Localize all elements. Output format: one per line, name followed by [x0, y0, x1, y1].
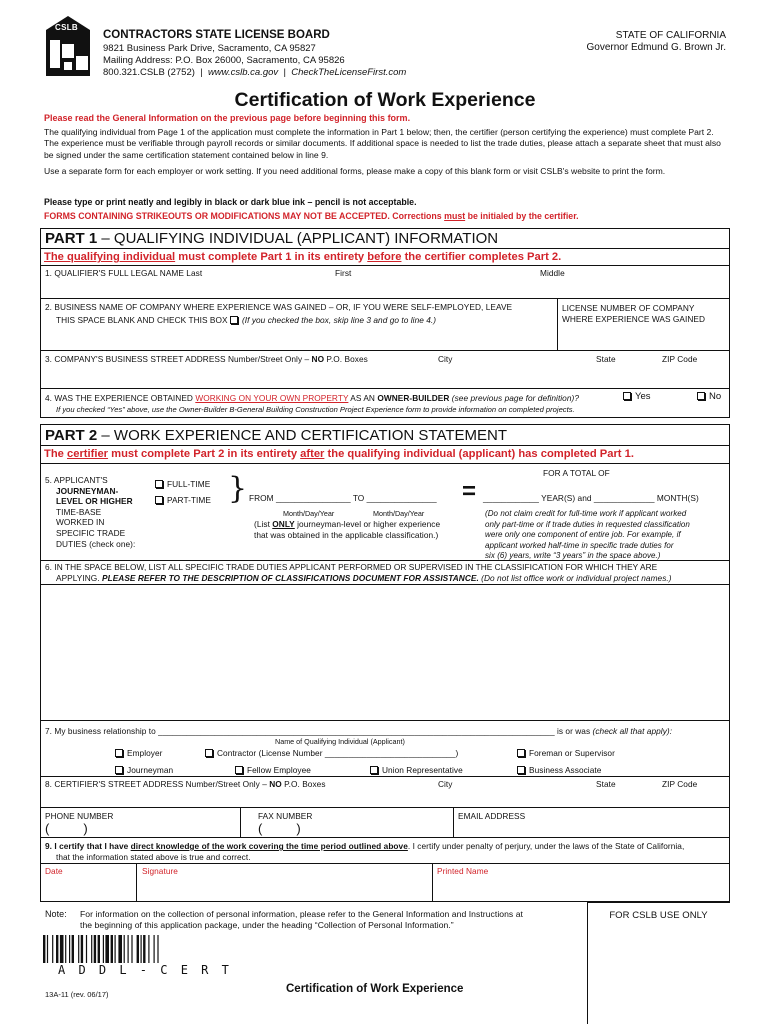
first-name-label: First [335, 268, 352, 278]
union-checkbox[interactable] [370, 766, 378, 774]
middle-name-label: Middle [540, 268, 565, 278]
list-note-only: ONLY [272, 519, 295, 529]
certifier-address-text: 8. CERTIFIER'S STREET ADDRESS Number/Street Only – [45, 779, 270, 789]
no-label: No [709, 391, 722, 402]
agency-name: CONTRACTORS STATE LICENSE BOARD [103, 29, 330, 41]
no-option[interactable] [697, 391, 721, 402]
barcode [43, 935, 223, 963]
area-code-open: ( [45, 821, 50, 836]
q5-line: DUTIES (check one): [56, 538, 136, 549]
claim-note-line: (Do not claim credit for full-time work if applicant worked [485, 509, 687, 518]
separator: | [200, 67, 203, 78]
intro-paragraph-1: The qualifying individual from Page 1 of the application must complete the information in Part 1 below; then, the certifier (person certifying the experience) must complete Part 2. The experience must be verifiable through payroll records or similar documents. If additional space is needed to list the trade duties, please attach a separate sheet that must also be signed under the same certification statement contained below in line 9. [44, 127, 721, 160]
yes-option[interactable] [623, 391, 651, 402]
part2-instr-a: The [44, 448, 67, 460]
curly-brace: } [228, 471, 248, 506]
signature-label: Signature [142, 866, 178, 876]
phone-label: PHONE NUMBER [45, 811, 114, 821]
business-associate-label: Business Associate [529, 765, 602, 775]
claim-note-line: only part-time or if trade duties in requested classification [485, 519, 690, 529]
part1-label: PART 1 [45, 230, 98, 247]
part1-instr-d: the certifier completes Part 2. [401, 251, 562, 263]
for-total-label: FOR A TOTAL OF [543, 468, 610, 478]
intro-notice: Please read the General Information on the previous page before beginning this form. [44, 113, 411, 123]
license-number-label: LICENSE NUMBER OF COMPANY [562, 303, 695, 313]
part2-label: PART 2 [45, 427, 98, 444]
area-code-close: ) [83, 821, 88, 836]
list-only-note-2: that was obtained in the applicable classification.) [254, 530, 439, 540]
trade-duties-label-2 [56, 573, 672, 583]
warning-must: must [444, 211, 466, 221]
q5-line: LEVEL OR HIGHER [56, 496, 133, 507]
intro-paragraph-2: Use a separate form for each employer or work setting. If you need additional forms, please make a copy of this blank form or visit CSLB's website to print the form. [44, 166, 666, 176]
area-code-close: ) [296, 821, 301, 836]
company-address-label [45, 354, 368, 364]
part2-instr-after: after [300, 448, 325, 460]
claim-note-line: six (6) years, write “3 years” in the space above.) [485, 551, 661, 560]
company-address-field[interactable] [41, 365, 729, 385]
part1-instr-a: The qualifying individual [44, 251, 176, 263]
relationship-text[interactable]: 7. My business relationship to _____________________________________________________________________________________ is or was [45, 726, 593, 736]
page-title: Certification of Work Experience [234, 89, 536, 111]
company-address-no: NO [311, 354, 325, 364]
claim-note [485, 509, 690, 562]
union-label: Union Representative [382, 765, 463, 775]
foreman-label: Foreman or Supervisor [529, 748, 615, 758]
fax-field[interactable] [258, 821, 448, 836]
yes-checkbox[interactable] [623, 392, 631, 400]
note-label: Note: [45, 909, 67, 919]
contact-line [103, 67, 406, 78]
trade-duties-applying: APPLYING. [56, 573, 102, 583]
certifier-city-label: City [438, 779, 453, 789]
parttime-option[interactable] [155, 495, 211, 505]
qualifying-name-hint: Name of Qualifying Individual (Applicant) [275, 737, 405, 746]
list-note-b: journeyman-level or higher experience [294, 519, 441, 529]
note-text: For information on the collection of personal information, please refer to the General Information and Instructions at [80, 909, 523, 919]
company-address-text: 3. COMPANY'S BUSINESS STREET ADDRESS Number/Street Only – [45, 354, 312, 364]
printed-name-field[interactable] [433, 876, 729, 900]
business-name-field[interactable] [41, 327, 556, 349]
owner-builder-bold: OWNER-BUILDER [377, 393, 450, 403]
warning-text: FORMS CONTAINING STRIKEOUTS OR MODIFICATIONS MAY NOT BE ACCEPTED. Corrections [44, 211, 445, 221]
part2-instr-c: must complete Part 2 in its entirety [108, 448, 301, 460]
yes-label: Yes [635, 391, 651, 402]
owner-builder-text: 4. WAS THE EXPERIENCE OBTAINED [45, 393, 196, 403]
license-number-field[interactable] [558, 327, 729, 349]
area-code-open: ( [258, 821, 263, 836]
email-label: EMAIL ADDRESS [458, 811, 526, 821]
agency-address: 9821 Business Park Drive, Sacramento, CA 95827 [103, 43, 316, 54]
certifier-address-field[interactable] [41, 790, 729, 806]
fax-label: FAX NUMBER [258, 811, 313, 821]
fellow-employee-label: Fellow Employee [247, 765, 311, 775]
own-property-text: WORKING ON YOUR OWN PROPERTY [195, 393, 349, 403]
q5-line: 5. APPLICANT'S [45, 475, 108, 485]
owner-builder-definition: (see previous page for definition)? [449, 393, 579, 403]
part2-instr-e: the qualifying individual (applicant) has completed Part 1. [324, 448, 634, 460]
q5-line: SPECIFIC TRADE [56, 527, 126, 538]
phone-field[interactable] [45, 821, 235, 836]
note-text-2: the beginning of this application package, under the heading “Collection of Personal Information.” [80, 920, 454, 930]
date-label: Date [45, 866, 63, 876]
trade-duties-label: 6. IN THE SPACE BELOW, LIST ALL SPECIFIC TRADE DUTIES APPLICANT PERFORMED OR SUPERVISED IN THE CLASSIFICATION FOR WHICH THEY ARE [45, 562, 658, 572]
business-name-label: 2. BUSINESS NAME OF COMPANY WHERE EXPERIENCE WAS GAINED – OR, IF YOU WERE SELF-EMPLOYED, LEAVE [45, 302, 513, 312]
trade-duties-refer: PLEASE REFER TO THE DESCRIPTION OF CLASSIFICATIONS DOCUMENT FOR ASSISTANCE. [102, 573, 479, 583]
certification-statement [45, 841, 684, 851]
certifier-address-no: NO [269, 779, 282, 789]
logo-text: CSLB [55, 23, 78, 32]
cslb-logo [40, 14, 96, 78]
q5-label [45, 475, 135, 549]
certifier-zip-label: ZIP Code [662, 779, 698, 789]
cslb-use-label: FOR CSLB USE ONLY [609, 910, 708, 921]
part1-header [45, 230, 498, 247]
certifier-address-label [45, 779, 326, 789]
foreman-option[interactable] [517, 748, 615, 758]
date-field[interactable] [41, 876, 135, 900]
from-date-hint: Month/Day/Year [283, 509, 335, 518]
certifier-state-label: State [596, 779, 616, 789]
q5-line: JOURNEYMAN- [56, 485, 119, 496]
website-link[interactable]: www.cslb.ca.gov [207, 67, 279, 78]
company-state-label: State [596, 354, 616, 364]
strikeout-warning [44, 211, 579, 221]
employer-checkbox[interactable] [115, 749, 123, 757]
q5-line: TIME-BASE [56, 506, 102, 517]
parttime-checkbox[interactable] [155, 496, 163, 504]
phone-number: 800.321.CSLB (2752) [103, 67, 195, 78]
total-years-months-field[interactable]: ____________ YEAR(S) and _____________ MONTH(S) [483, 493, 699, 503]
relationship-check-all: (check all that apply): [592, 726, 673, 736]
certify-text: 9. I certify that I have [45, 841, 131, 851]
self-employed-text: THIS SPACE BLANK AND CHECK THIS BOX [56, 315, 228, 325]
warning-text-end: be initialed by the certifier. [465, 211, 579, 221]
certification-statement-2: that the information stated above is true and correct. [56, 852, 251, 862]
qualifier-name-label: 1. QUALIFIER'S FULL LEGAL NAME Last [45, 268, 203, 278]
barcode-text: A D D L - C E R T [58, 963, 232, 977]
company-zip-label: ZIP Code [662, 354, 698, 364]
employer-option[interactable] [115, 748, 162, 758]
contractor-label: Contractor (License Number ____________________________) [217, 748, 459, 758]
fulltime-label: FULL-TIME [167, 479, 211, 489]
footer-title: Certification of Work Experience [286, 983, 464, 995]
trade-duties-textarea[interactable] [41, 585, 729, 719]
journeyman-option[interactable] [115, 765, 173, 775]
signature-field[interactable] [137, 876, 431, 900]
list-note-a: (List [254, 519, 273, 529]
self-employed-label [56, 315, 436, 325]
no-checkbox[interactable] [697, 392, 705, 400]
journeyman-checkbox[interactable] [115, 766, 123, 774]
fellow-employee-checkbox[interactable] [235, 766, 243, 774]
qualifier-name-field[interactable] [41, 278, 729, 298]
company-city-label: City [438, 354, 453, 364]
to-date-hint: Month/Day/Year [373, 509, 425, 518]
part2-instructions [44, 448, 634, 460]
list-only-note [254, 519, 440, 529]
claim-note-line: were only one component of entire job. For example, if [485, 530, 681, 539]
self-employed-checkbox[interactable] [230, 316, 238, 324]
form-number: 13A-11 (rev. 06/17) [45, 990, 109, 999]
business-relationship-label [45, 726, 672, 736]
q5-line: WORKED IN [56, 517, 105, 528]
owner-builder-note: If you checked “Yes” above, use the Owner-Builder B-General Building Construction Project Experience form to provide information on completed projects. [56, 405, 575, 414]
fulltime-option[interactable] [155, 479, 210, 489]
contractor-option[interactable] [205, 748, 458, 758]
email-field[interactable] [455, 821, 728, 836]
business-associate-checkbox[interactable] [517, 766, 525, 774]
company-address-text-end: P.O. Boxes [324, 354, 368, 364]
contractor-checkbox[interactable] [205, 749, 213, 757]
ink-instructions: Please type or print neatly and legibly in black or dark blue ink – pencil is not acceptable. [44, 197, 417, 207]
part2-instr-certifier: certifier [67, 448, 109, 460]
claim-note-line: applicant worked half-time in specific trade duties for [485, 540, 674, 550]
mailing-address: Mailing Address: P.O. Box 26000, Sacramento, CA 95826 [103, 55, 345, 66]
employer-label: Employer [127, 748, 163, 758]
business-associate-option[interactable] [517, 765, 601, 775]
governor-name: Governor Edmund G. Brown Jr. [586, 42, 726, 53]
date-range-field[interactable]: FROM ________________ TO _______________ [249, 493, 437, 503]
part2-title: – WORK EXPERIENCE AND CERTIFICATION STATEMENT [97, 427, 508, 444]
part1-instructions [44, 251, 561, 263]
printed-name-label: Printed Name [437, 866, 489, 876]
certifier-address-text-end: P.O. Boxes [281, 779, 326, 789]
website-link-2[interactable]: CheckTheLicenseFirst.com [291, 67, 407, 78]
part1-instr-b: must complete Part 1 in its entirety [175, 251, 368, 263]
union-option[interactable] [370, 765, 463, 775]
owner-builder-question [45, 393, 579, 403]
state-name: STATE OF CALIFORNIA [615, 30, 726, 41]
part2-header [45, 427, 507, 444]
parttime-label: PART-TIME [167, 495, 211, 505]
part1-title: – QUALIFYING INDIVIDUAL (APPLICANT) INFORMATION [97, 230, 499, 247]
owner-builder-text-2: AS AN [348, 393, 378, 403]
fellow-employee-option[interactable] [235, 765, 311, 775]
certify-penalty-text: . I certify under penalty of perjury, under the laws of the State of California, [407, 841, 685, 851]
self-employed-note: (If you checked the box, skip line 3 and go to line 4.) [241, 315, 437, 325]
direct-knowledge-text: direct knowledge of the work covering the time period outlined above [130, 841, 408, 851]
part1-instr-before: before [367, 251, 402, 263]
equals-sign: = [462, 478, 477, 505]
trade-duties-note: (Do not list office work or individual project names.) [478, 573, 672, 583]
license-number-label-2: WHERE EXPERIENCE WAS GAINED [562, 314, 706, 324]
journeyman-label: Journeyman [127, 765, 174, 775]
separator: | [283, 67, 286, 78]
foreman-checkbox[interactable] [517, 749, 525, 757]
fulltime-checkbox[interactable] [155, 480, 163, 488]
